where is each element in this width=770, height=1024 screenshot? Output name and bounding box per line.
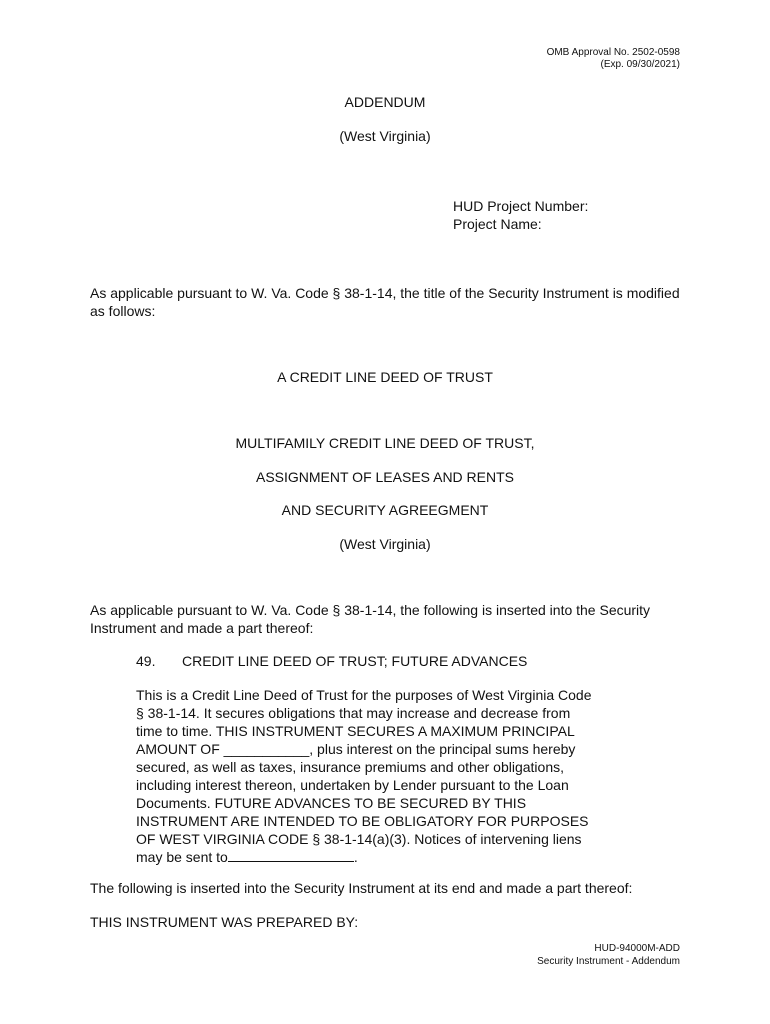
section-title: CREDIT LINE DEED OF TRUST; FUTURE ADVANCES (182, 653, 528, 669)
section-line: § 38-1-14. It secures obligations that may increase and decrease from (136, 705, 571, 721)
project-info (453, 197, 588, 233)
intro-paragraph: As applicable pursuant to W. Va. Code § 38-1-14, the title of the Security Instrument is modified as follows: (90, 285, 680, 319)
section-line: This is a Credit Line Deed of Trust for the purposes of West Virginia Code (136, 687, 592, 703)
instrument-title-line-1: MULTIFAMILY CREDIT LINE DEED OF TRUST, (235, 435, 535, 451)
document-state: (West Virginia) (339, 128, 431, 144)
section-line: OF WEST VIRGINIA CODE § 38-1-14(a)(3). Notices of intervening liens (136, 831, 582, 847)
omb-approval-number: OMB Approval No. 2502-0598 (546, 47, 680, 58)
deed-title: A CREDIT LINE DEED OF TRUST (277, 369, 493, 385)
section-line: time to time. THIS INSTRUMENT SECURES A MAXIMUM PRINCIPAL (136, 723, 575, 739)
section-number: 49. (136, 653, 156, 669)
end-paragraph: The following is inserted into the Security Instrument at its end and made a part thereof: (90, 880, 633, 896)
form-footer (537, 942, 680, 968)
form-id: HUD-94000M-ADD (594, 943, 680, 954)
section-line: AMOUNT OF ___________, plus interest on the principal sums hereby (136, 741, 576, 757)
instrument-title-line-3: AND SECURITY AGREEGMENT (281, 502, 489, 518)
instrument-title-line-4: (West Virginia) (339, 536, 431, 552)
section-line: Documents. FUTURE ADVANCES TO BE SECURED BY THIS (136, 795, 527, 811)
notice-prefix: may be sent to (136, 849, 228, 865)
section-line: including interest thereon, undertaken by Lender pursuant to the Loan (136, 777, 569, 793)
section-line: secured, as well as taxes, insurance premiums and other obligations, (136, 759, 564, 775)
omb-approval (547, 47, 680, 71)
form-name: Security Instrument - Addendum (537, 956, 680, 967)
document-title: ADDENDUM (344, 94, 426, 110)
project-name-label: Project Name: (453, 216, 542, 232)
hud-project-number-label: HUD Project Number: (453, 198, 589, 214)
section-heading (136, 652, 527, 670)
omb-expiration: (Exp. 09/30/2021) (600, 59, 680, 70)
section-line: INSTRUMENT ARE INTENDED TO BE OBLIGATORY FOR PURPOSES (136, 813, 589, 829)
prepared-by-label: THIS INSTRUMENT WAS PREPARED BY: (90, 914, 359, 930)
insert-paragraph: As applicable pursuant to W. Va. Code § 38-1-14, the following is inserted into the Security Instrument and made a part thereof: (90, 602, 651, 636)
notice-address-blank[interactable] (228, 848, 354, 862)
notice-suffix: . (353, 849, 358, 865)
section-body (136, 686, 592, 866)
instrument-title-line-2: ASSIGNMENT OF LEASES AND RENTS (255, 469, 515, 485)
section-line-last (136, 848, 592, 866)
